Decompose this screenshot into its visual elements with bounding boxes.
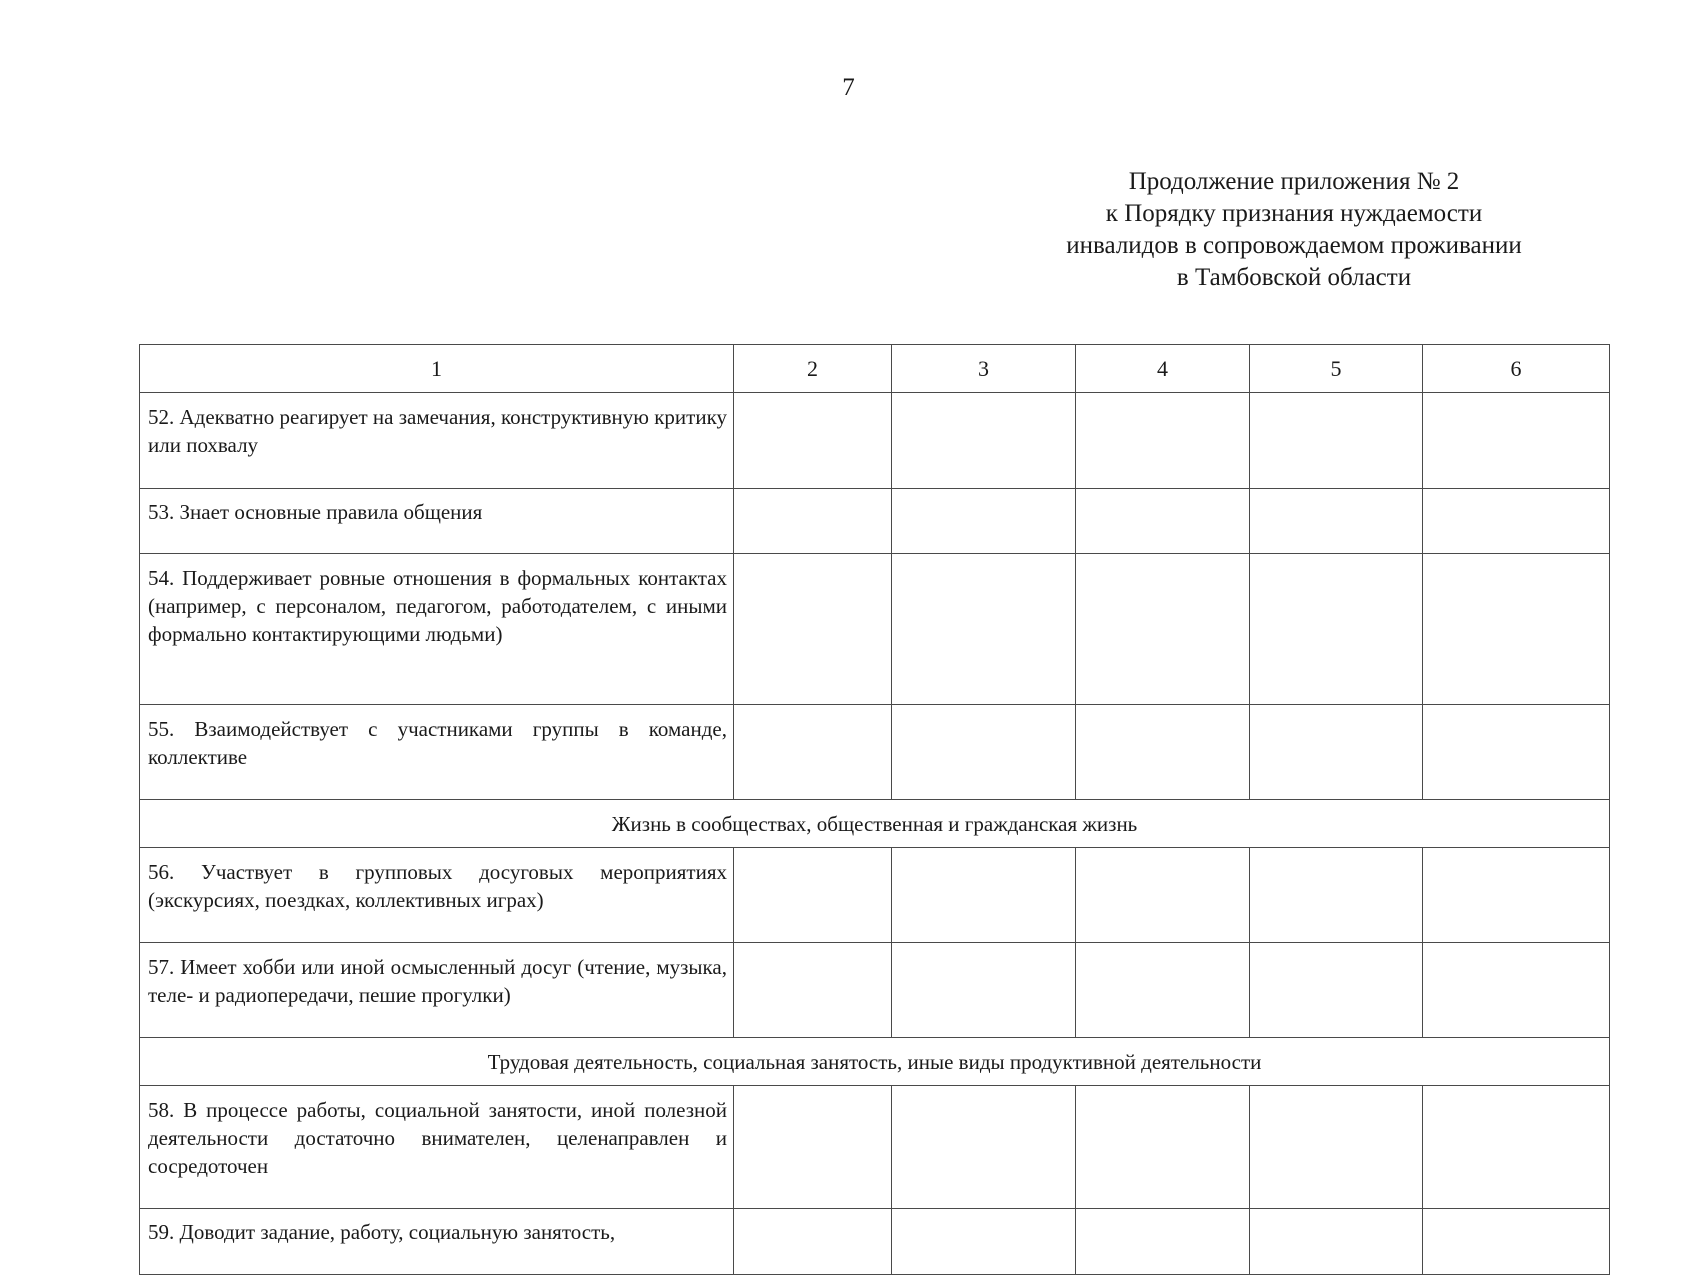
rating-cell bbox=[1076, 705, 1250, 800]
rating-cell bbox=[1250, 1086, 1423, 1209]
section-row bbox=[140, 1038, 1610, 1086]
criterion-cell: 58. В процессе работы, социальной занятости, иной полезной деятельности достаточно внимателен, целенаправлен и сосредоточен bbox=[140, 1086, 734, 1209]
rating-cell bbox=[1423, 393, 1610, 489]
column-header: 4 bbox=[1076, 345, 1250, 393]
section-row bbox=[140, 800, 1610, 848]
criterion-cell: 59. Доводит задание, работу, социальную занятость, bbox=[140, 1209, 734, 1275]
criterion-cell: 52. Адекватно реагирует на замечания, конструктивную критику или похвалу bbox=[140, 393, 734, 489]
table-header-row bbox=[140, 345, 1610, 393]
rating-cell bbox=[1076, 1086, 1250, 1209]
rating-cell bbox=[1250, 489, 1423, 554]
rating-cell bbox=[734, 1209, 892, 1275]
rating-cell bbox=[734, 393, 892, 489]
rating-cell bbox=[1423, 943, 1610, 1038]
rating-cell bbox=[1423, 848, 1610, 943]
appendix-heading bbox=[1024, 166, 1564, 294]
rating-cell bbox=[892, 393, 1076, 489]
section-heading: Трудовая деятельность, социальная занятость, иные виды продуктивной деятельности bbox=[140, 1038, 1610, 1086]
table-row bbox=[140, 848, 1610, 943]
rating-cell bbox=[892, 705, 1076, 800]
rating-cell bbox=[892, 848, 1076, 943]
rating-cell bbox=[892, 943, 1076, 1038]
table-row bbox=[140, 554, 1610, 705]
rating-cell bbox=[734, 489, 892, 554]
criterion-cell: 57. Имеет хобби или иной осмысленный досуг (чтение, музыка, теле- и радиопередачи, пешие прогулки) bbox=[140, 943, 734, 1038]
page-number: 7 bbox=[842, 74, 855, 101]
section-heading: Жизнь в сообществах, общественная и гражданская жизнь bbox=[140, 800, 1610, 848]
rating-cell bbox=[1250, 1209, 1423, 1275]
heading-line-3: инвалидов в сопровождаемом проживании bbox=[1066, 232, 1522, 259]
rating-cell bbox=[734, 943, 892, 1038]
table-row bbox=[140, 393, 1610, 489]
rating-cell bbox=[1076, 943, 1250, 1038]
table-row bbox=[140, 943, 1610, 1038]
rating-cell bbox=[1423, 705, 1610, 800]
heading-line-1: Продолжение приложения № 2 bbox=[1128, 168, 1460, 195]
rating-cell bbox=[1423, 554, 1610, 705]
table-row bbox=[140, 1086, 1610, 1209]
rating-cell bbox=[734, 705, 892, 800]
column-header: 3 bbox=[892, 345, 1076, 393]
rating-cell bbox=[892, 489, 1076, 554]
heading-line-2: к Порядку признания нуждаемости bbox=[1105, 200, 1483, 227]
rating-cell bbox=[1250, 705, 1423, 800]
assessment-table bbox=[139, 344, 1610, 1275]
column-header: 6 bbox=[1423, 345, 1610, 393]
rating-cell bbox=[1250, 848, 1423, 943]
table-row bbox=[140, 1209, 1610, 1275]
heading-line-4: в Тамбовской области bbox=[1176, 264, 1412, 291]
table-row bbox=[140, 705, 1610, 800]
rating-cell bbox=[892, 554, 1076, 705]
rating-cell bbox=[734, 848, 892, 943]
rating-cell bbox=[1423, 1209, 1610, 1275]
rating-cell bbox=[734, 1086, 892, 1209]
rating-cell bbox=[1250, 393, 1423, 489]
rating-cell bbox=[1076, 1209, 1250, 1275]
assessment-table-wrapper bbox=[139, 344, 1609, 1275]
rating-cell bbox=[1076, 554, 1250, 705]
criterion-cell: 55. Взаимодействует с участниками группы в команде, коллективе bbox=[140, 705, 734, 800]
rating-cell bbox=[1076, 393, 1250, 489]
criterion-cell: 53. Знает основные правила общения bbox=[140, 489, 734, 554]
criterion-cell: 54. Поддерживает ровные отношения в формальных контактах (например, с персоналом, педагогом, работодателем, с иными формально контактирующими людьми) bbox=[140, 554, 734, 705]
column-header: 5 bbox=[1250, 345, 1423, 393]
rating-cell bbox=[892, 1209, 1076, 1275]
column-header: 2 bbox=[734, 345, 892, 393]
column-header: 1 bbox=[140, 345, 734, 393]
criterion-cell: 56. Участвует в групповых досуговых мероприятиях (экскурсиях, поездках, коллективных играх) bbox=[140, 848, 734, 943]
rating-cell bbox=[1250, 943, 1423, 1038]
rating-cell bbox=[734, 554, 892, 705]
rating-cell bbox=[1250, 554, 1423, 705]
rating-cell bbox=[892, 1086, 1076, 1209]
rating-cell bbox=[1423, 1086, 1610, 1209]
rating-cell bbox=[1423, 489, 1610, 554]
rating-cell bbox=[1076, 489, 1250, 554]
rating-cell bbox=[1076, 848, 1250, 943]
table-row bbox=[140, 489, 1610, 554]
